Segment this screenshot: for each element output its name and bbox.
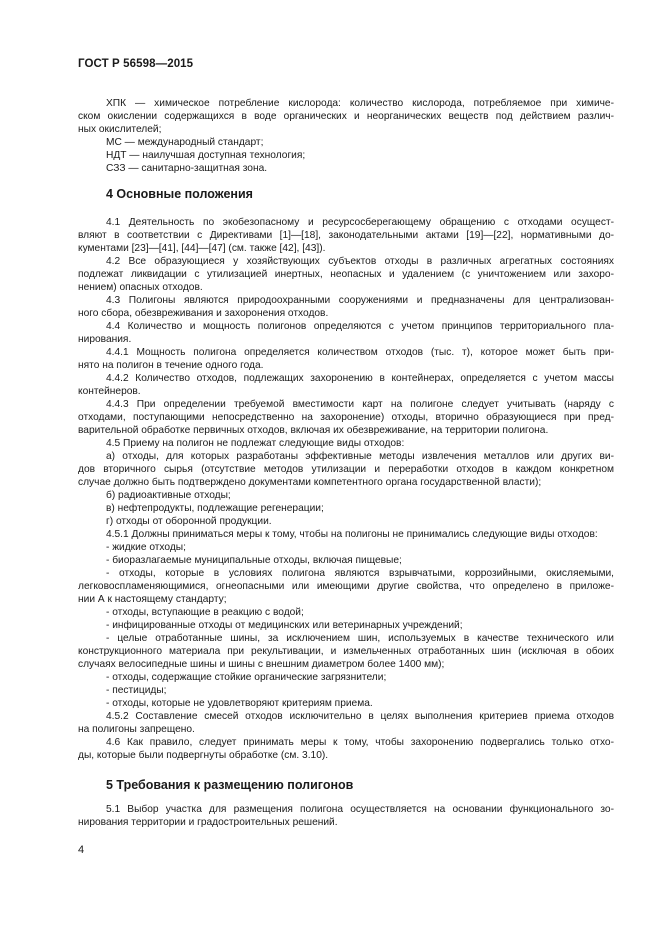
bullet-item: - отходы, которые не удовлетворяют критериям приема. bbox=[106, 698, 373, 709]
paragraph-4-4: нирования. bbox=[78, 334, 132, 345]
paragraph-4-6: 4.6 Как правило, следует принимать меры к тому, чтобы захоронению подвергались только отхо- bbox=[106, 737, 614, 748]
list-item-a: а) отходы, для которых разработаны эффективные методы извлечения металлов или других ви- bbox=[106, 451, 614, 462]
abbrev-hpk: ском окислении содержащихся в воде органических и неорганических веществ под действием различ- bbox=[78, 111, 614, 122]
paragraph-4-5-2: на полигоны запрещено. bbox=[78, 724, 195, 735]
page-number: 4 bbox=[78, 844, 85, 856]
paragraph-4-5-2: 4.5.2 Составление смесей отходов исключительно в целях выполнения критериев приема отходов bbox=[106, 711, 614, 722]
abbrev-ndt: НДТ — наилучшая доступная технология; bbox=[106, 150, 306, 161]
paragraph-4-4-2: 4.4.2 Количество отходов, подлежащих захоронению в контейнерах, определяется с учетом массы bbox=[106, 373, 614, 384]
paragraph-4-1: кументами [23]—[41], [44]—[47] (см. также [42], [43]). bbox=[78, 243, 326, 254]
paragraph-4-4-3: варительной обработке первичных отходов, включая их обезвреживание, на территории полигона. bbox=[78, 425, 549, 436]
paragraph-4-2: 4.2 Все образующиеся у хозяйствующих субъектов отходы в различных агрегатных состояниях bbox=[106, 256, 614, 267]
paragraph-5-1: 5.1 Выбор участка для размещения полигона осуществляется на основании функционального зо- bbox=[106, 804, 614, 815]
paragraph-4-1: вляют в соответствии с Директивами [1]—[18], законодательными актами [19]—[22], нормативными до- bbox=[78, 230, 614, 241]
bullet-item: - отходы, которые в условиях полигона являются взрывчатыми, коррозийными, окисляемыми, bbox=[106, 568, 614, 579]
section-5-heading: 5 Требования к размещению полигонов bbox=[106, 778, 354, 792]
paragraph-4-3: ного сбора, обезвреживания и захоронения отходов. bbox=[78, 308, 329, 319]
bullet-item: случаях велосипедные шины и шины с внешним диаметром более 1400 мм); bbox=[78, 659, 445, 670]
bullet-item: нии А к настоящему стандарту; bbox=[78, 594, 227, 605]
bullet-item: - целые отработанные шины, за исключением шин, используемых в качестве технического или bbox=[106, 633, 614, 644]
paragraph-4-4-1: нято на полигон в течение одного года. bbox=[78, 360, 264, 371]
paragraph-4-2: нением) опасных отходов. bbox=[78, 282, 203, 293]
list-item-a: случае должно быть подтверждено документами компетентного органа государственной власти); bbox=[78, 477, 542, 488]
bullet-item: - инфицированные отходы от медицинских или ветеринарных учреждений; bbox=[106, 620, 463, 631]
paragraph-4-4-1: 4.4.1 Мощность полигона определяется количеством отходов (тыс. т), которое может быть при- bbox=[106, 347, 614, 358]
paragraph-4-2: подлежат ликвидации с утилизацией инертных, неопасных и удалением (с уничтожением или захоро- bbox=[78, 269, 614, 280]
paragraph-4-4-3: 4.4.3 При определении требуемой вместимости карт на полигоне следует учитывать (наряду с bbox=[106, 399, 614, 410]
document-header: ГОСТ Р 56598—2015 bbox=[78, 58, 194, 70]
paragraph-4-3: 4.3 Полигоны являются природоохранными сооружениями и предназначены для централизован- bbox=[106, 295, 614, 306]
bullet-item: легковоспламеняющимися, огнеопасными или имеющими другие свойства, что определено в приложе- bbox=[78, 581, 614, 592]
list-item-b: б) радиоактивные отходы; bbox=[106, 490, 231, 501]
paragraph-4-5: 4.5 Приему на полигон не подлежат следующие виды отходов: bbox=[106, 438, 405, 449]
bullet-item: - отходы, вступающие в реакцию с водой; bbox=[106, 607, 304, 618]
paragraph-4-4: 4.4 Количество и мощность полигонов определяются с учетом принципов территориального пла- bbox=[106, 321, 614, 332]
abbrev-hpk: ных окислителей; bbox=[78, 124, 162, 135]
paragraph-4-6: ды, которые были подвергнуты обработке (см. 3.10). bbox=[78, 750, 329, 761]
bullet-item: конструкционного материала при рекультивации, и измельченных отработанных шин (исключая в обоих bbox=[78, 646, 614, 657]
abbrev-szz: СЗЗ — санитарно-защитная зона. bbox=[106, 163, 268, 174]
bullet-item: - пестициды; bbox=[106, 685, 167, 696]
list-item-v: в) нефтепродукты, подлежащие регенерации; bbox=[106, 503, 324, 514]
paragraph-5-1: нирования территории и градостроительных решений. bbox=[78, 817, 338, 828]
bullet-item: - отходы, содержащие стойкие органические загрязнители; bbox=[106, 672, 387, 683]
list-item-g: г) отходы от оборонной продукции. bbox=[106, 516, 272, 527]
bullet-item: - жидкие отходы; bbox=[106, 542, 186, 553]
bullet-item: - биоразлагаемые муниципальные отходы, включая пищевые; bbox=[106, 555, 402, 566]
paragraph-4-4-3: отходами, поступающими непосредственно на захоронение) отходы, вторично образующиеся при пред- bbox=[78, 412, 614, 423]
abbrev-hpk: ХПК — химическое потребление кислорода: количество кислорода, потребляемое при химиче- bbox=[106, 98, 614, 109]
paragraph-4-4-2: контейнеров. bbox=[78, 386, 141, 397]
paragraph-4-1: 4.1 Деятельность по экобезопасному и ресурсосберегающему обращению с отходами осущест- bbox=[106, 217, 614, 228]
paragraph-4-5-1: 4.5.1 Должны приниматься меры к тому, чтобы на полигоны не принимались следующие виды отходов: bbox=[106, 529, 598, 540]
list-item-a: дов вторичного сырья (отсутствие методов утилизации и переработки отходов в каждом конкретном bbox=[78, 464, 614, 475]
abbrev-ms: МС — международный стандарт; bbox=[106, 137, 264, 148]
section-4-heading: 4 Основные положения bbox=[106, 187, 253, 201]
